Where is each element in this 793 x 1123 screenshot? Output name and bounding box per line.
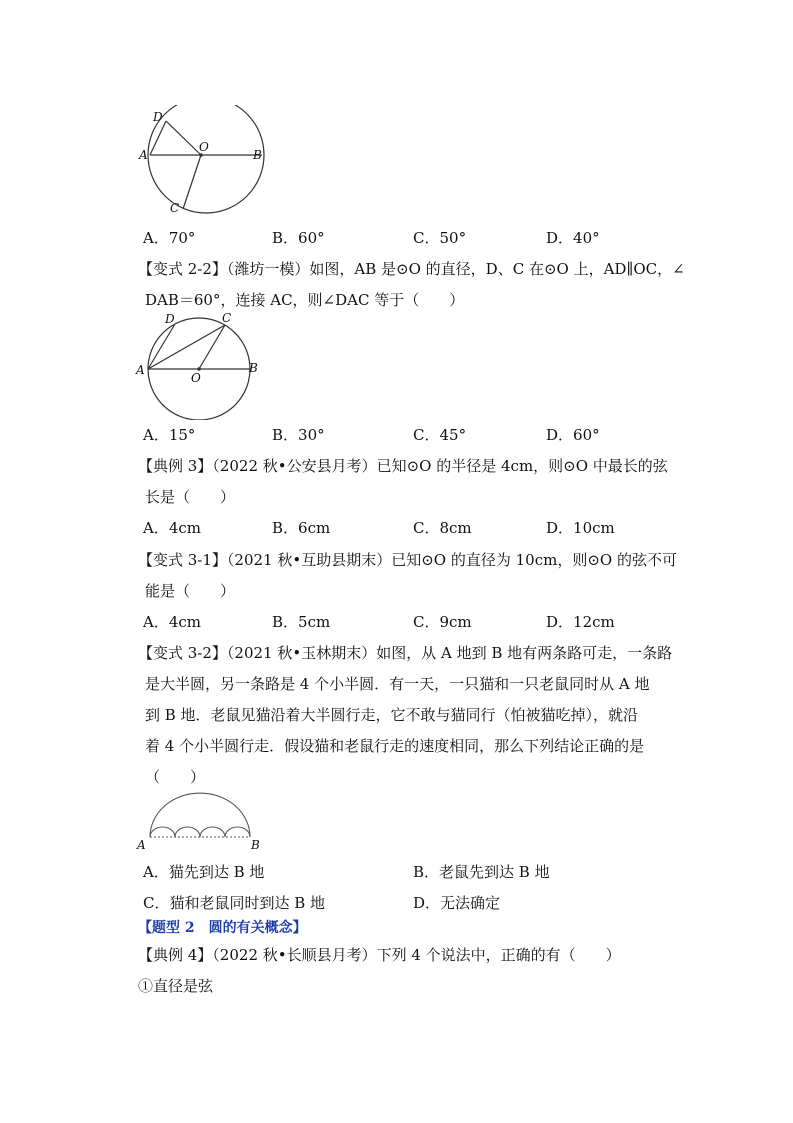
label-c: C (222, 311, 232, 325)
q1-option-b: B．60° (272, 229, 325, 247)
example-3-option-c: C．8cm (413, 519, 472, 537)
q1-option-a: A．70° (143, 229, 196, 247)
variant-3-1-line1: 【变式 3-1】（2021 秋•互助县期末）已知⊙O 的直径为 10cm，则⊙O 的弦不可 (138, 551, 677, 569)
example-3-option-a: A．4cm (143, 519, 202, 537)
variant-3-2-line3: 到 B 地．老鼠见猫沿着大半圆行走，它不敢与猫同行（怕被猫吃掉），就沿 (145, 706, 639, 724)
variant-3-2-line4: 着 4 个小半圆行走．假设猫和老鼠行走的速度相同，那么下列结论正确的是 (145, 737, 645, 755)
variant-3-1-option-b: B．5cm (272, 613, 331, 631)
variant-2-2-line2: DAB＝60°，连接 AC，则∠DAC 等于（ ） (145, 291, 465, 309)
label-o: O (199, 140, 209, 154)
label-b: B (249, 361, 258, 375)
label-d: D (165, 312, 175, 326)
figure-circle-1 (130, 105, 275, 215)
example-4-item1: ①直径是弦 (138, 977, 214, 995)
example-3-option-d: D．10cm (546, 519, 615, 537)
q1-option-c: C．50° (413, 229, 467, 247)
variant-2-2-option-d: D．60° (546, 426, 600, 444)
variant-3-2-option-b: B．老鼠先到达 B 地 (413, 863, 550, 881)
label-a: A (137, 838, 146, 852)
example-3-option-b: B．6cm (272, 519, 331, 537)
figure-semicircles (133, 790, 268, 852)
variant-3-2-line2: 是大半圆，另一条路是 4 个小半圆．有一天，一只猫和一只老鼠同时从 A 地 (145, 675, 650, 693)
section-title: 【题型 2 圆的有关概念】 (138, 920, 307, 936)
variant-3-1-option-c: C．9cm (413, 613, 472, 631)
variant-3-2-option-c: C．猫和老鼠同时到达 B 地 (143, 894, 326, 912)
label-b: B (253, 148, 262, 162)
example-3-line2: 长是（ ） (145, 488, 236, 506)
variant-3-1-line2: 能是（ ） (145, 582, 236, 600)
example-4-line1: 【典例 4】（2022 秋•长顺县月考）下列 4 个说法中，正确的有（ ） (138, 946, 621, 964)
variant-3-2-option-d: D．无法确定 (413, 894, 501, 912)
variant-3-1-option-d: D．12cm (546, 613, 615, 631)
variant-3-2-line1: 【变式 3-2】（2021 秋•玉林期末）如图，从 A 地到 B 地有两条路可走，一条路 (138, 644, 673, 662)
variant-3-1-option-a: A．4cm (143, 613, 202, 631)
label-a: A (139, 148, 148, 162)
variant-3-2-line5: （ ） (145, 768, 206, 786)
variant-2-2-option-b: B．30° (272, 426, 325, 444)
label-c: C (170, 201, 180, 215)
variant-3-2-option-a: A．猫先到达 B 地 (143, 863, 265, 881)
variant-2-2-option-c: C．45° (413, 426, 467, 444)
label-b: B (251, 838, 260, 852)
q1-option-d: D．40° (546, 229, 600, 247)
label-a: A (136, 363, 145, 377)
variant-2-2-line1: 【变式 2-2】（潍坊一模）如图，AB 是⊙O 的直径，D、C 在⊙O 上，AD∥OC，∠ (138, 260, 685, 278)
figure-circle-2 (133, 310, 268, 420)
label-o: O (191, 371, 201, 385)
variant-2-2-option-a: A．15° (143, 426, 196, 444)
label-d: D (153, 110, 163, 124)
example-3-line1: 【典例 3】（2022 秋•公安县月考）已知⊙O 的半径是 4cm，则⊙O 中最长的弦 (138, 457, 668, 475)
